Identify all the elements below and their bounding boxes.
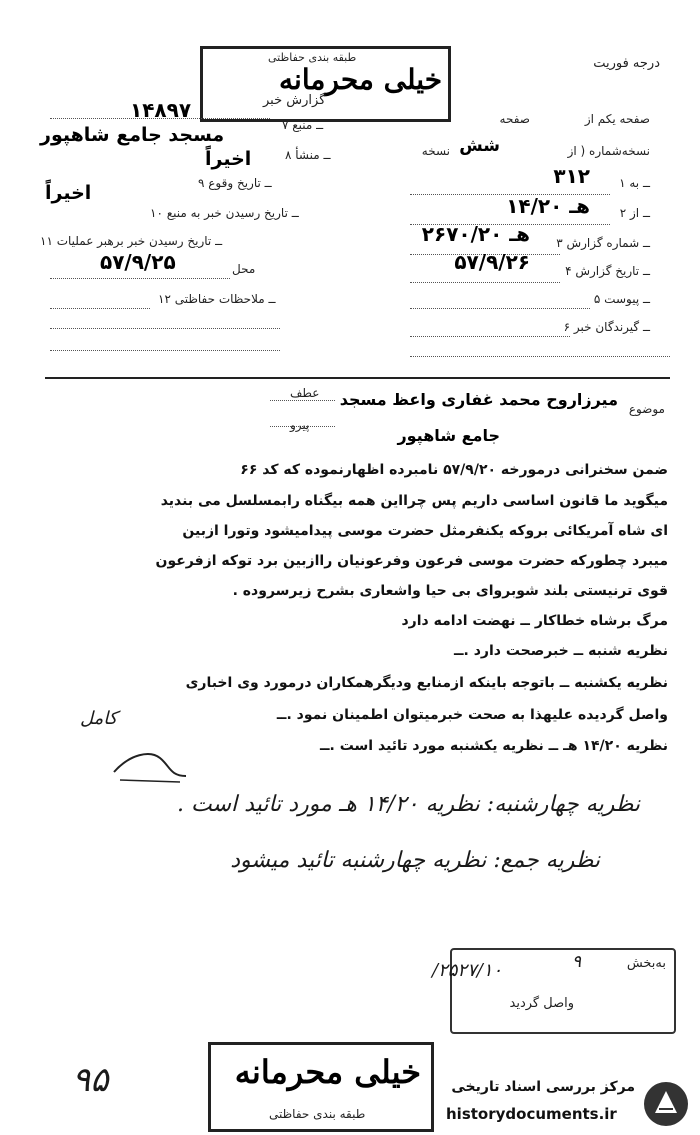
body-line-6: مرگ برشاه خطاکار ــ نهضت ادامه دارد [401,613,668,629]
report-date-label: ۴ ــ تاریخ گزارش [565,264,650,278]
source-label: ۷ ــ منبع [282,118,324,132]
report-date-value: ۵۷/۹/۲۶ [454,250,530,274]
body-line-2: میگوید ما قانون اساسی داریم پس چرااین همه بیگناه رابمسلسل می بندید [160,493,668,509]
bottom-classification-stamp [208,1042,434,1132]
body-line-5: قوی ترنیستی بلند شوبروای بی حیا واشعاری بشرح زیرسروده . [232,583,668,599]
watermark-title: مرکز بررسی اسناد تاریخی [451,1079,635,1095]
body-line-4: میبرد چطورکه حضرت موسی فرعون وفرعونیان راازبین برد توکه ازفرعون [155,553,668,569]
occurrence-date-value: اخیراً [205,148,252,170]
copy-number-suffix: نسخه [421,144,450,158]
page-of-label: صفحه یکم از [584,112,650,126]
bottom-stamp-small: طبقه بندی حفاظتی [269,1107,366,1121]
receipt-by-source-label: ۱۰ ــ تاریخ رسیدن خبر به منبع [150,206,299,220]
occurrence-date-label: ۹ ــ تاریخ وقوع [198,176,272,190]
body-line-7: نظریه شنبه ــ خبرصحت دارد .ــ [453,643,668,659]
place-label: محل [232,262,256,276]
archive-logo-icon [641,1079,691,1129]
recipients-dots-2 [410,356,670,357]
attachment-label: ۵ ــ پیوست [593,292,650,306]
subject-value-line2: جامع شاهپور [397,426,500,445]
priority-label: درجه فوریت [593,56,660,71]
page-number: ۹۵ [72,1060,109,1100]
copy-number-label: نسخه‌شماره ( از [567,144,650,158]
follow-up-label: پیرو [290,418,310,432]
security-notes-dots-2 [50,328,280,329]
ref-label: عطف [290,386,320,400]
from-label: ۲ ــ از [619,206,650,220]
from-value: ۱۴/۲۰ هـ [506,194,590,218]
security-notes-label: ۱۲ ــ ملاحظات حفاظتی [158,292,276,306]
stamp-big-text: خیلی محرمانه [279,63,442,96]
origin-value: مسجد جامع شاهپور [40,124,225,146]
bottom-stamp-big: خیلی محرمانه [234,1053,421,1091]
body-line-9: واصل گردیده علیهذا به صحت خبرمیتوان اطمینان نمود .ــ [276,707,668,723]
archive-watermark [440,1075,695,1133]
receipt-by-leader-label: ۱۱ ــ تاریخ رسیدن خبر برهبر عملیات [40,234,223,248]
receipt-date: ۲۵۲۷/۱۰/ [432,960,503,981]
receipt-stamp-received: واصل گردید [509,996,574,1011]
receipt-stamp-section: به‌بخش [626,956,666,971]
origin-label: ۸ ــ منشأ [285,148,331,162]
body-line-3: ای شاه آمریکائی بروکه یکنفرمثل حضرت موسی پیدامیشود وتورا ازبین [182,523,668,539]
body-line-10: نظریه ۱۴/۲۰ هـ ــ نظریه یکشنبه مورد تائید است .ــ [319,738,668,754]
subject-value: میرزاروح محمد غفاری واعظ مسجد [339,390,618,409]
place-dots [50,278,230,279]
source-value: ۱۴۸۹۷ [130,98,192,122]
receipt-stamp-number: ۹ [572,952,582,972]
to-label: ۱ ــ به [619,176,650,190]
copy-number-value: شش [459,136,500,156]
report-date-dots [410,282,560,283]
recipients-label: ۶ ــ گیرندگان خبر [563,320,650,334]
to-value: ۳۱۲ [553,164,590,188]
margin-note: کامل [80,708,118,729]
watermark-url: historydocuments.ir [446,1105,617,1123]
report-number-label: ۳ ــ شماره گزارش [556,236,650,250]
security-notes-dots-1 [50,308,150,309]
handwritten-line-2: نظریه جمع: نظریه چهارشنبه تائید میشود [230,848,600,873]
subject-label: موضوع [628,402,665,416]
place-value: ۵۷/۹/۲۵ [100,250,176,274]
ref-dots-1 [270,400,335,401]
pen-mark [110,748,190,788]
body-line-8: نظریه یکشنبه ــ باتوجه باینکه ازمنابع ودیگرهمکاران درمورد وی اخباری [185,675,668,691]
header-divider [45,377,670,379]
attachment-dots [410,308,590,309]
stamp-sub-text: گزارش خبر [263,93,326,108]
receipt-by-source-value: اخیراً [45,182,92,204]
handwritten-line-1: نظریه چهارشنبه: نظریه ۱۴/۲۰ هـ مورد تائید است . [177,792,640,817]
body-line-1: ضمن سخنرانی درمورخه ۵۷/۹/۲۰ نامبرده اظهارنموده که کد ۶۶ [240,462,668,478]
security-notes-dots-3 [50,350,280,351]
stamp-small-text: طبقه بندی حفاظتی [268,51,357,64]
top-classification-stamp [200,46,451,122]
report-number-value: ۲۶۷۰/۲۰ هـ [421,222,530,246]
recipients-dots-1 [410,336,570,337]
page-of-suffix: صفحه [499,112,530,126]
